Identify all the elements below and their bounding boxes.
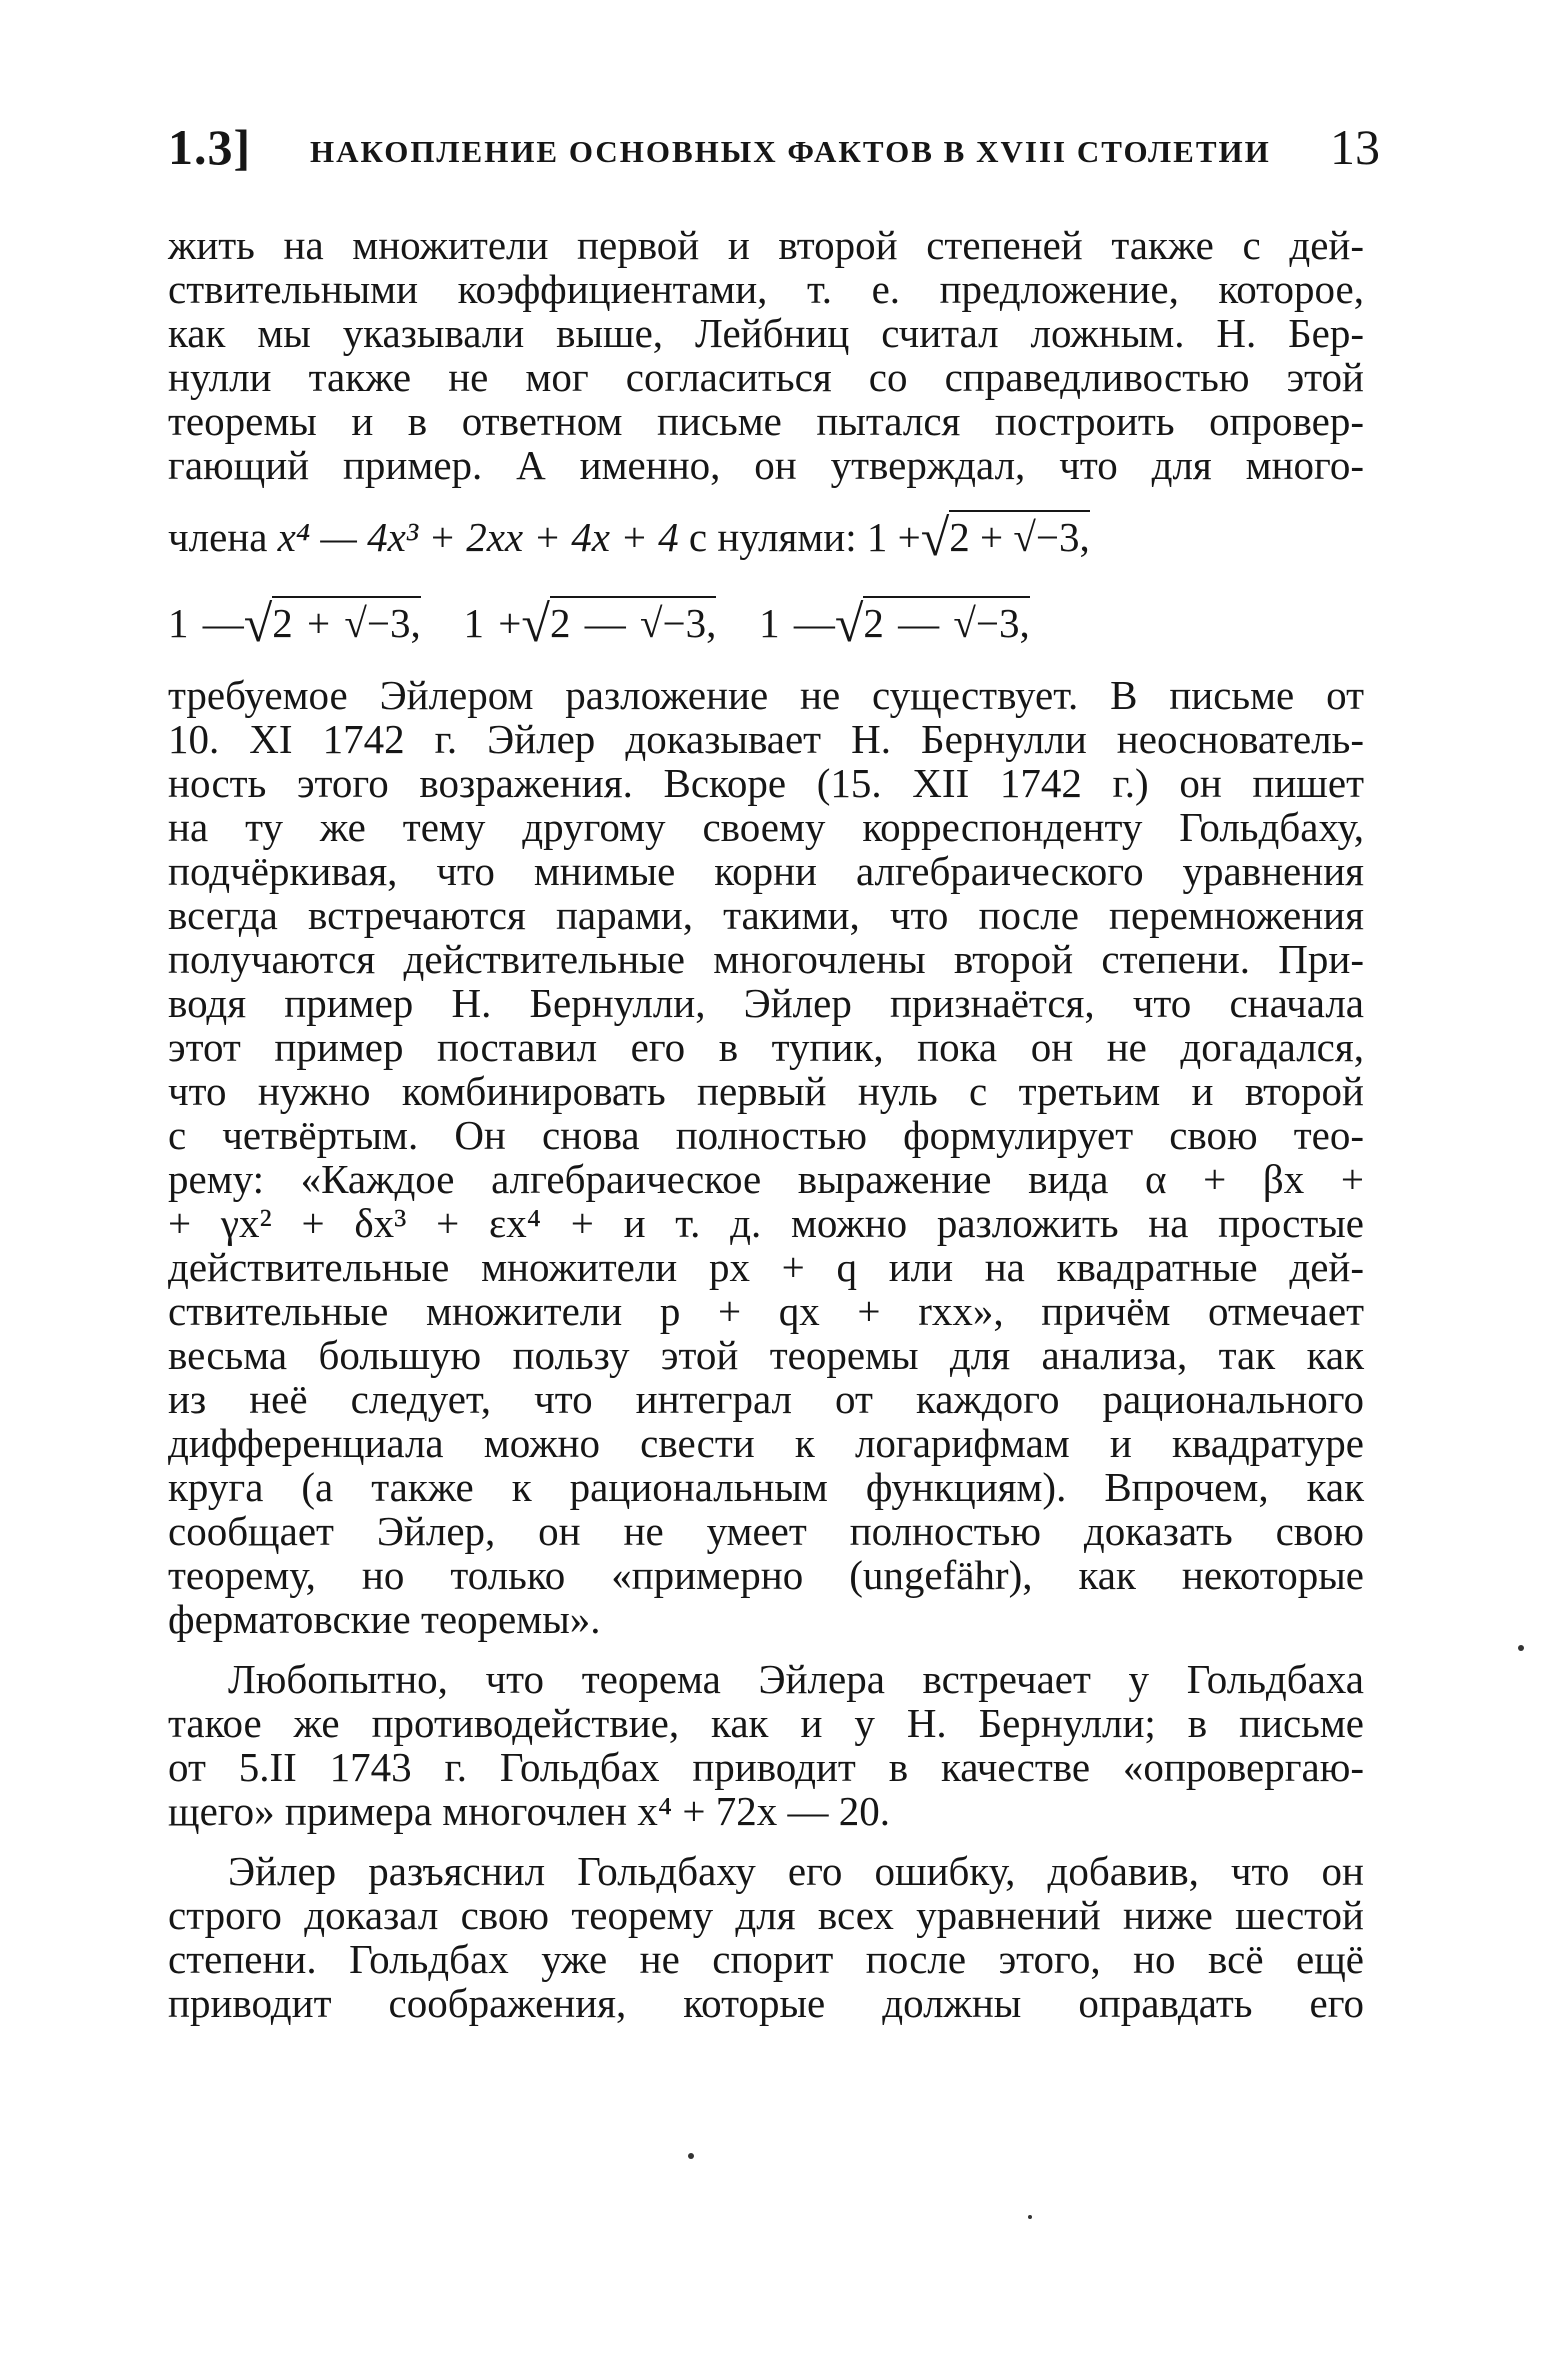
text-line: щего» примера многочлен x⁴ + 72x — 20. xyxy=(168,1788,891,1834)
text-line: Эйлер разъяснил Гольдбаху его ошибку, добавив, что он xyxy=(228,1848,1364,1894)
formula-line xyxy=(168,510,1364,567)
text-line: приводит соображения, которые должны оправдать его xyxy=(168,1980,1364,2026)
section-number: 1.3] xyxy=(168,119,252,175)
text-line: степени. Гольдбах уже не спорит после этого, но всё ещё xyxy=(168,1936,1364,1982)
text-line: строго доказал свою теорему для всех уравнений ниже шестой xyxy=(168,1892,1364,1938)
text-line: ствительными коэффициентами, т. е. предложение, которое, xyxy=(168,266,1364,312)
text-line: нулли также не мог согласиться со справедливостью этой xyxy=(168,354,1364,400)
text-line: + γx² + δx³ + εx⁴ + и т. д. можно разложить на простые xyxy=(168,1200,1364,1246)
text-line: теорему, но только «примерно (ungefähr), как некоторые xyxy=(168,1552,1364,1598)
text-line: теоремы и в ответном письме пытался построить опровер- xyxy=(168,398,1364,444)
radical-sign-icon: √ xyxy=(243,596,273,653)
scan-speck xyxy=(1028,2215,1032,2219)
text-line: рему: «Каждое алгебраическое выражение вида α + βx + xyxy=(168,1156,1364,1202)
radical-sign-icon: √ xyxy=(521,596,550,653)
formula-line xyxy=(168,596,1364,653)
radicand: 2 + √−3, xyxy=(272,596,421,646)
scan-speck xyxy=(688,2153,694,2159)
text-line: ность этого возражения. Вскоре (15. XII 1742 г.) он пишет xyxy=(168,760,1364,806)
scan-speck xyxy=(1518,1645,1524,1651)
text-line: жить на множители первой и второй степеней также с дей- xyxy=(168,222,1364,268)
radical-sign-icon: √ xyxy=(920,510,950,567)
text-line: дифференциала можно свести к логарифмам и квадратуре xyxy=(168,1420,1364,1466)
radicand: 2 — √−3, xyxy=(863,596,1029,646)
text-line: ствительные множители p + qx + rxx», причём отмечает xyxy=(168,1288,1364,1334)
text-line: с четвёртым. Он снова полностью формулирует свою тео- xyxy=(168,1112,1364,1158)
text-line: Любопытно, что теорема Эйлера встречает у Гольдбаха xyxy=(228,1656,1364,1702)
running-header xyxy=(168,118,1380,188)
text-line: такое же противодействие, как и у Н. Бернулли; в письме xyxy=(168,1700,1364,1746)
text-line: круга (а также к рациональным функциям). Впрочем, как xyxy=(168,1464,1364,1510)
text-line: действительные множители px + q или на квадратные дей- xyxy=(168,1244,1364,1290)
formula-prefix: члена xyxy=(168,514,268,560)
radical-sign-icon: √ xyxy=(834,596,864,653)
text-line: что нужно комбинировать первый нуль с третьим и второй xyxy=(168,1068,1364,1114)
text-line: ферматовские теоремы». xyxy=(168,1596,601,1642)
text-line: подчёркивая, что мнимые корни алгебраического уравнения xyxy=(168,848,1364,894)
radicand: 2 — √−3, xyxy=(550,596,716,646)
text-line: всегда встречаются парами, такими, что после перемножения xyxy=(168,892,1364,938)
root-prefix: 1 — xyxy=(168,600,244,646)
root-prefix: 1 + xyxy=(463,600,522,646)
polynomial: x⁴ — 4x³ + 2xx + 4x + 4 xyxy=(277,514,679,560)
text-line: на ту же тему другому своему корреспонденту Гольдбаху, xyxy=(168,804,1364,850)
root-prefix: 1 — xyxy=(759,600,835,646)
text-line: требуемое Эйлером разложение не существует. В письме от xyxy=(168,672,1364,718)
text-line: водя пример Н. Бернулли, Эйлер признаётся, что сначала xyxy=(168,980,1364,1026)
text-line: гающий пример. А именно, он утверждал, что для много- xyxy=(168,442,1364,488)
text-line: получаются действительные многочлены второй степени. При- xyxy=(168,936,1364,982)
root-prefix: 1 + xyxy=(866,514,921,560)
text-line: 10. XI 1742 г. Эйлер доказывает Н. Бернулли неоснователь- xyxy=(168,716,1364,762)
text-line: от 5.II 1743 г. Гольдбах приводит в качестве «опровергаю- xyxy=(168,1744,1364,1790)
text-line: как мы указывали выше, Лейбниц считал ложным. Н. Бер- xyxy=(168,310,1364,356)
page-number: 13 xyxy=(1330,119,1380,175)
text-line: этот пример поставил его в тупик, пока он не догадался, xyxy=(168,1024,1364,1070)
text-line: весьма большую пользу этой теоремы для анализа, так как xyxy=(168,1332,1364,1378)
formula-mid: с нулями: xyxy=(688,514,857,560)
text-line: сообщает Эйлер, он не умеет полностью доказать свою xyxy=(168,1508,1364,1554)
text-line: из неё следует, что интеграл от каждого рационального xyxy=(168,1376,1364,1422)
chapter-title: НАКОПЛЕНИЕ ОСНОВНЫХ ФАКТОВ В XVIII СТОЛЕТИИ xyxy=(310,134,1271,169)
radicand: 2 + √−3, xyxy=(949,510,1090,560)
